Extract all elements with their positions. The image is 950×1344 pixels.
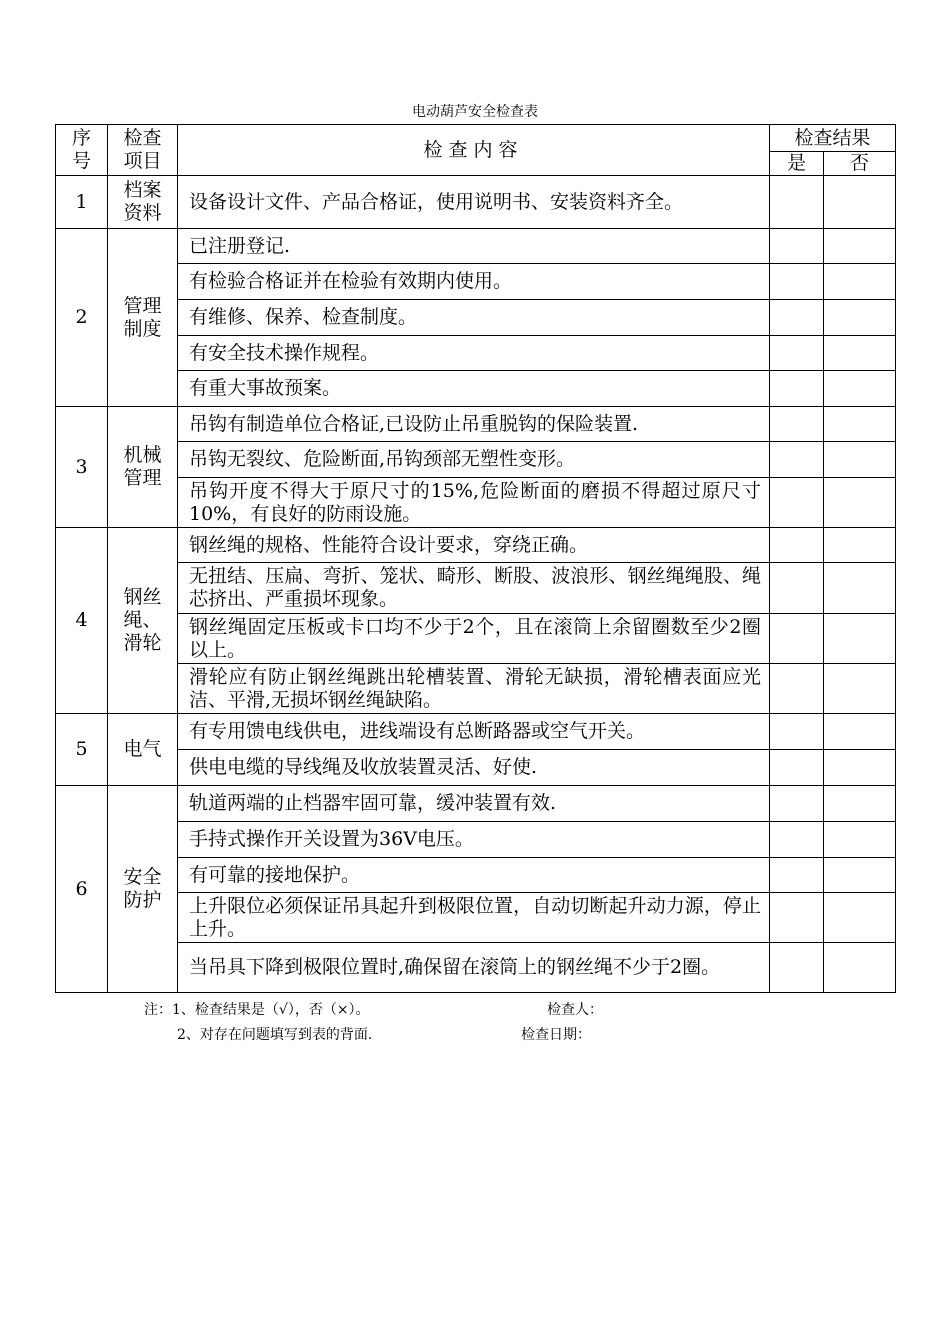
result-yes-cell[interactable] [770, 300, 824, 336]
check-category: 电气 [108, 714, 178, 786]
result-no-cell[interactable] [824, 176, 896, 229]
result-no-cell[interactable] [824, 264, 896, 300]
date-label: 检查日期： [521, 1027, 591, 1043]
table-row [56, 786, 896, 822]
table-row [56, 563, 896, 614]
table-row [56, 943, 896, 993]
result-yes-cell[interactable] [770, 943, 824, 993]
result-yes-cell[interactable] [770, 714, 824, 750]
table-row [56, 336, 896, 371]
result-no-cell[interactable] [824, 563, 896, 614]
check-content: 滑轮应有防止钢丝绳跳出轮槽装置、滑轮无缺损，滑轮槽表面应光洁、平滑,无损坏钢丝绳缺陷。 [178, 664, 770, 714]
table-row [56, 478, 896, 528]
result-yes-cell[interactable] [770, 371, 824, 407]
header-no: 否 [824, 152, 896, 176]
result-no-cell[interactable] [824, 714, 896, 750]
check-category: 管理制度 [108, 229, 178, 407]
row-number: 1 [56, 176, 108, 229]
table-row [56, 614, 896, 664]
result-no-cell[interactable] [824, 943, 896, 993]
check-content: 无扭结、压扁、弯折、笼状、畸形、断股、波浪形、钢丝绳绳股、绳芯挤出、严重损坏现象。 [178, 563, 770, 614]
table-row [56, 858, 896, 893]
result-yes-cell[interactable] [770, 664, 824, 714]
check-content: 已注册登记. [178, 229, 770, 264]
table-row [56, 528, 896, 563]
table-row [56, 407, 896, 442]
check-content: 有检验合格证并在检验有效期内使用。 [178, 264, 770, 300]
result-yes-cell[interactable] [770, 528, 824, 563]
row-number: 3 [56, 407, 108, 528]
table-row [56, 229, 896, 264]
result-no-cell[interactable] [824, 750, 896, 786]
table-row [56, 714, 896, 750]
result-yes-cell[interactable] [770, 858, 824, 893]
result-yes-cell[interactable] [770, 336, 824, 371]
row-number: 2 [56, 229, 108, 407]
check-content: 吊钩有制造单位合格证,已设防止吊重脱钩的保险装置. [178, 407, 770, 442]
check-content: 轨道两端的止档器牢固可靠，缓冲装置有效. [178, 786, 770, 822]
result-no-cell[interactable] [824, 478, 896, 528]
check-content: 有维修、保养、检查制度。 [178, 300, 770, 336]
row-number: 4 [56, 528, 108, 714]
result-yes-cell[interactable] [770, 563, 824, 614]
result-yes-cell[interactable] [770, 822, 824, 858]
table-row [56, 176, 896, 229]
header-seq: 序号 [56, 125, 108, 176]
result-yes-cell[interactable] [770, 442, 824, 478]
result-no-cell[interactable] [824, 407, 896, 442]
row-number: 6 [56, 786, 108, 993]
result-yes-cell[interactable] [770, 407, 824, 442]
result-yes-cell[interactable] [770, 176, 824, 229]
header-item: 检查项目 [108, 125, 178, 176]
check-content: 当吊具下降到极限位置时,确保留在滚筒上的钢丝绳不少于2圈。 [178, 943, 770, 993]
result-yes-cell[interactable] [770, 614, 824, 664]
result-yes-cell[interactable] [770, 478, 824, 528]
check-content: 有重大事故预案。 [178, 371, 770, 407]
result-no-cell[interactable] [824, 229, 896, 264]
check-category: 钢丝绳、滑轮 [108, 528, 178, 714]
check-content: 吊钩开度不得大于原尺寸的15%,危险断面的磨损不得超过原尺寸10%，有良好的防雨设施。 [178, 478, 770, 528]
check-content: 吊钩无裂纹、危险断面,吊钩颈部无塑性变形。 [178, 442, 770, 478]
table-row [56, 822, 896, 858]
table-row [56, 750, 896, 786]
result-no-cell[interactable] [824, 664, 896, 714]
header-yes: 是 [770, 152, 824, 176]
result-no-cell[interactable] [824, 893, 896, 943]
page-title: 电动葫芦安全检查表 [412, 104, 538, 120]
inspection-table [55, 124, 896, 993]
result-no-cell[interactable] [824, 442, 896, 478]
check-content: 手持式操作开关设置为36V电压。 [178, 822, 770, 858]
check-content: 钢丝绳的规格、性能符合设计要求，穿绕正确。 [178, 528, 770, 563]
note-2: 2、对存在问题填写到表的背面. [177, 1027, 373, 1043]
check-content: 供电电缆的导线绳及收放装置灵活、好使. [178, 750, 770, 786]
table-row [56, 264, 896, 300]
result-no-cell[interactable] [824, 528, 896, 563]
table-row [56, 300, 896, 336]
result-yes-cell[interactable] [770, 750, 824, 786]
check-content: 有可靠的接地保护。 [178, 858, 770, 893]
row-number: 5 [56, 714, 108, 786]
check-content: 有安全技术操作规程。 [178, 336, 770, 371]
result-no-cell[interactable] [824, 300, 896, 336]
result-yes-cell[interactable] [770, 786, 824, 822]
result-yes-cell[interactable] [770, 264, 824, 300]
header-row [56, 125, 896, 152]
check-content: 上升限位必须保证吊具起升到极限位置，自动切断起升动力源，停止上升。 [178, 893, 770, 943]
result-yes-cell[interactable] [770, 229, 824, 264]
check-content: 设备设计文件、产品合格证，使用说明书、安装资料齐全。 [178, 176, 770, 229]
header-result: 检查结果 [770, 125, 896, 152]
table-row [56, 371, 896, 407]
result-no-cell[interactable] [824, 858, 896, 893]
check-category: 机械管理 [108, 407, 178, 528]
result-yes-cell[interactable] [770, 893, 824, 943]
header-content: 检查内容 [178, 125, 770, 176]
check-content: 钢丝绳固定压板或卡口均不少于2个，且在滚筒上余留圈数至少2圈以上。 [178, 614, 770, 664]
result-no-cell[interactable] [824, 786, 896, 822]
inspector-label: 检查人： [547, 1002, 603, 1018]
table-row [56, 893, 896, 943]
result-no-cell[interactable] [824, 614, 896, 664]
note-1: 注：1、检查结果是（√），否（×）。 [144, 1002, 370, 1018]
result-no-cell[interactable] [824, 822, 896, 858]
check-category: 档案资料 [108, 176, 178, 229]
check-category: 安全防护 [108, 786, 178, 993]
result-no-cell[interactable] [824, 336, 896, 371]
check-content: 有专用馈电线供电，进线端设有总断路器或空气开关。 [178, 714, 770, 750]
table-row [56, 442, 896, 478]
table-row [56, 664, 896, 714]
result-no-cell[interactable] [824, 371, 896, 407]
